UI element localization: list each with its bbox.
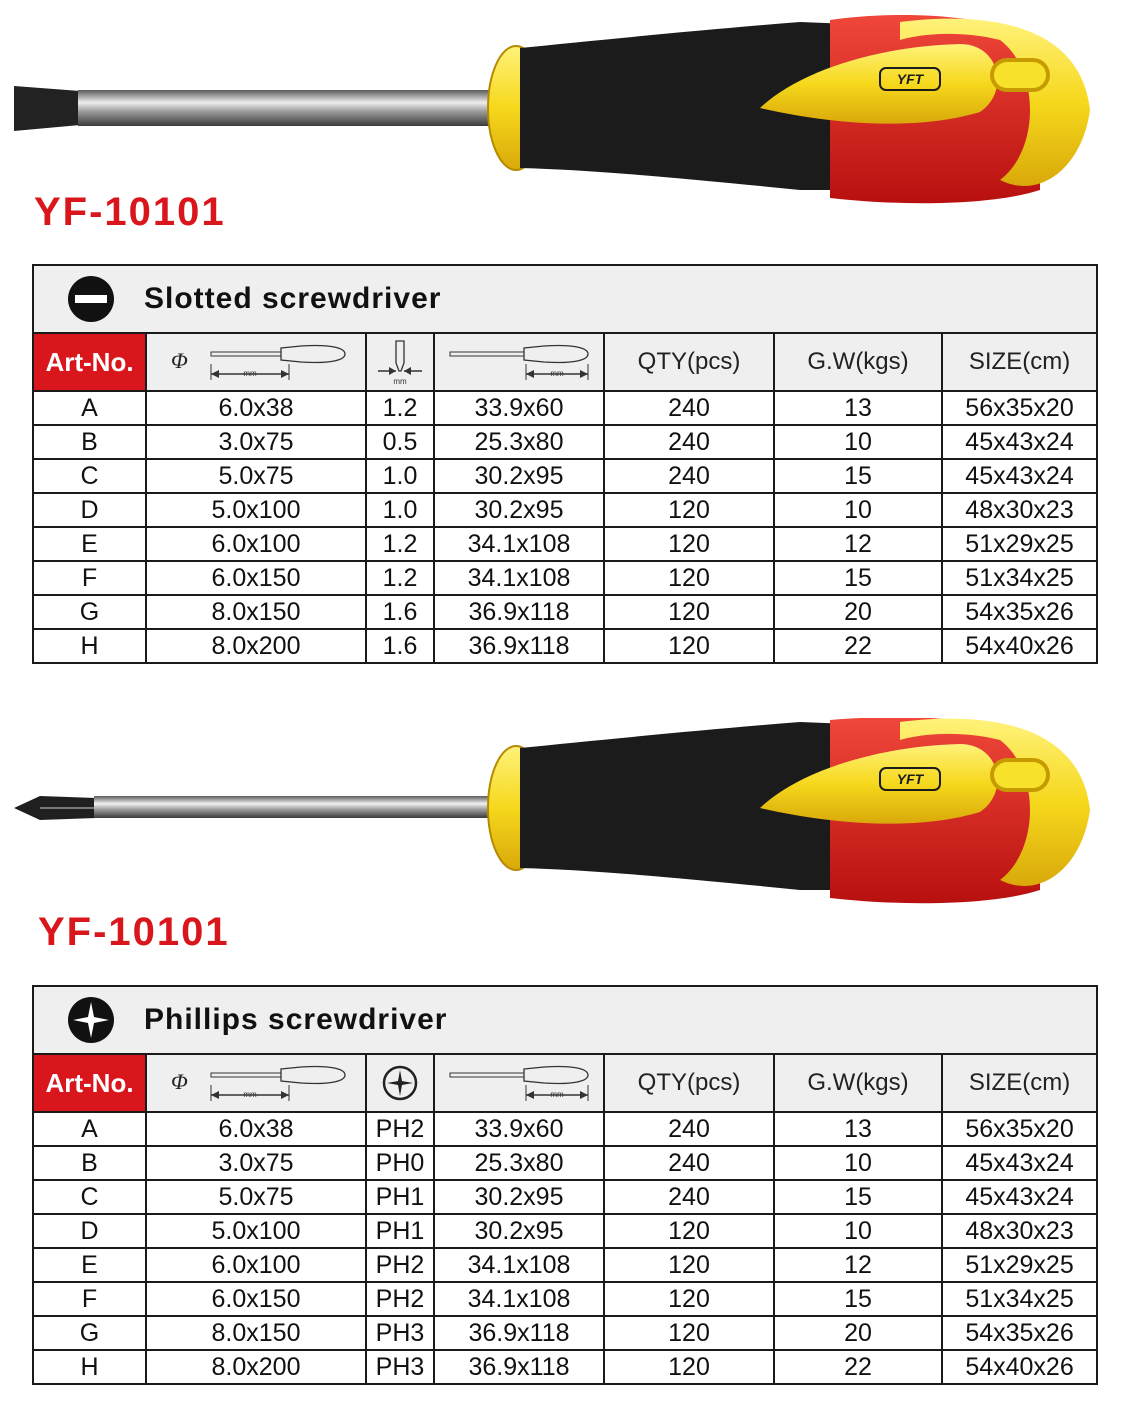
cell-tip: 1.2 [366,391,434,425]
table-row [33,1180,1097,1214]
col-gross-weight: G.W(kgs) [774,333,942,391]
table-title: Slotted screwdriver [144,282,442,315]
cell-diameter: 6.0x38 [146,1112,366,1146]
cell-tip: PH0 [366,1146,434,1180]
col-diameter-length [146,1054,366,1112]
cell-diameter: 6.0x150 [146,561,366,595]
svg-text:mm: mm [393,377,407,386]
cell-handle: 34.1x108 [434,1282,604,1316]
cell-handle: 34.1x108 [434,1248,604,1282]
col-gross-weight: G.W(kgs) [774,1054,942,1112]
cell-gw: 12 [774,1248,942,1282]
handle-size-diagram-icon [444,340,594,384]
cell-qty: 120 [604,1248,774,1282]
cell-qty: 120 [604,493,774,527]
cell-gw: 20 [774,1316,942,1350]
slotted-screwdriver-image [0,0,1131,210]
blade-thickness-diagram-icon [374,337,426,387]
slotted-tip-icon [66,274,116,324]
col-handle-size [434,333,604,391]
cell-size: 51x34x25 [942,561,1097,595]
model-number: YF-10101 [34,190,226,234]
cell-art-no: C [33,1180,146,1214]
cell-diameter: 6.0x38 [146,391,366,425]
table-row [33,561,1097,595]
cell-art-no: B [33,1146,146,1180]
col-tip-thickness [366,333,434,391]
cell-size: 45x43x24 [942,425,1097,459]
cell-size: 45x43x24 [942,459,1097,493]
shaft-diameter-diagram-icon [161,340,351,384]
cell-diameter: 8.0x150 [146,595,366,629]
cell-gw: 10 [774,493,942,527]
cell-handle: 30.2x95 [434,1180,604,1214]
cell-art-no: F [33,561,146,595]
cell-tip: 1.6 [366,595,434,629]
cell-qty: 240 [604,1112,774,1146]
svg-text:YFT: YFT [896,71,924,87]
cell-size: 54x35x26 [942,1316,1097,1350]
cell-art-no: E [33,1248,146,1282]
cell-tip: 1.2 [366,527,434,561]
cell-diameter: 5.0x100 [146,1214,366,1248]
col-art-no: Art-No. [33,333,146,391]
cell-qty: 240 [604,425,774,459]
col-handle-size [434,1054,604,1112]
cell-gw: 10 [774,1146,942,1180]
svg-text:mm: mm [550,369,564,378]
table-row [33,459,1097,493]
cell-size: 45x43x24 [942,1180,1097,1214]
cell-tip: PH2 [366,1282,434,1316]
table-row [33,1146,1097,1180]
table-title: Phillips screwdriver [144,1003,448,1036]
cell-diameter: 8.0x200 [146,629,366,663]
cell-size: 56x35x20 [942,391,1097,425]
cell-tip: PH2 [366,1248,434,1282]
cell-gw: 22 [774,629,942,663]
cell-qty: 240 [604,459,774,493]
table-row [33,595,1097,629]
cell-handle: 30.2x95 [434,459,604,493]
table-title-row [33,265,1097,333]
cell-size: 54x40x26 [942,629,1097,663]
cell-size: 48x30x23 [942,1214,1097,1248]
handle-size-diagram-icon [444,1061,594,1105]
phillips-spec-table [32,985,1098,1385]
table-row [33,1214,1097,1248]
cell-art-no: D [33,1214,146,1248]
cell-art-no: H [33,629,146,663]
cell-handle: 25.3x80 [434,1146,604,1180]
cell-gw: 15 [774,459,942,493]
phillips-tip-icon [66,995,116,1045]
table-row [33,425,1097,459]
table-row [33,1112,1097,1146]
cell-qty: 120 [604,1350,774,1384]
cell-art-no: D [33,493,146,527]
cell-art-no: C [33,459,146,493]
cell-size: 45x43x24 [942,1146,1097,1180]
cell-size: 54x35x26 [942,595,1097,629]
cell-tip: PH1 [366,1180,434,1214]
table-row [33,1248,1097,1282]
cell-size: 51x29x25 [942,1248,1097,1282]
shaft-diameter-diagram-icon [161,1061,351,1105]
cell-tip: PH1 [366,1214,434,1248]
table-row [33,1282,1097,1316]
cell-art-no: H [33,1350,146,1384]
cell-diameter: 8.0x150 [146,1316,366,1350]
phillips-screwdriver-image [0,718,1131,918]
svg-text:mm: mm [243,1090,257,1099]
cell-diameter: 8.0x200 [146,1350,366,1384]
cell-handle: 30.2x95 [434,493,604,527]
col-carton-size: SIZE(cm) [942,333,1097,391]
cell-tip: 1.0 [366,459,434,493]
col-diameter-length [146,333,366,391]
svg-text:mm: mm [243,369,257,378]
cell-diameter: 6.0x150 [146,1282,366,1316]
cell-diameter: 3.0x75 [146,1146,366,1180]
cell-tip: 1.0 [366,493,434,527]
cell-size: 51x34x25 [942,1282,1097,1316]
table-row [33,493,1097,527]
cell-gw: 13 [774,391,942,425]
cell-qty: 240 [604,391,774,425]
cell-art-no: A [33,391,146,425]
cell-gw: 15 [774,1282,942,1316]
table-row [33,1316,1097,1350]
table-header-row [33,1054,1097,1112]
cell-art-no: G [33,1316,146,1350]
table-row [33,391,1097,425]
cell-handle: 36.9x118 [434,629,604,663]
cell-gw: 10 [774,425,942,459]
col-qty: QTY(pcs) [604,333,774,391]
cell-diameter: 5.0x75 [146,1180,366,1214]
cell-qty: 120 [604,561,774,595]
cell-gw: 22 [774,1350,942,1384]
cell-gw: 15 [774,1180,942,1214]
cell-diameter: 6.0x100 [146,527,366,561]
cell-diameter: 6.0x100 [146,1248,366,1282]
table-row [33,1350,1097,1384]
cell-gw: 15 [774,561,942,595]
cell-handle: 33.9x60 [434,1112,604,1146]
cell-qty: 120 [604,629,774,663]
cell-handle: 36.9x118 [434,1316,604,1350]
cell-qty: 240 [604,1146,774,1180]
cell-handle: 25.3x80 [434,425,604,459]
slotted-spec-table [32,264,1098,664]
cell-tip: PH3 [366,1350,434,1384]
cell-art-no: A [33,1112,146,1146]
cell-gw: 20 [774,595,942,629]
cell-art-no: F [33,1282,146,1316]
col-art-no: Art-No. [33,1054,146,1112]
cell-qty: 120 [604,527,774,561]
cell-gw: 13 [774,1112,942,1146]
cell-diameter: 5.0x75 [146,459,366,493]
cell-size: 51x29x25 [942,527,1097,561]
cell-size: 48x30x23 [942,493,1097,527]
cell-gw: 12 [774,527,942,561]
cell-qty: 120 [604,1316,774,1350]
cell-handle: 36.9x118 [434,595,604,629]
table-header-row [33,333,1097,391]
cell-diameter: 3.0x75 [146,425,366,459]
cell-art-no: B [33,425,146,459]
cell-tip: PH3 [366,1316,434,1350]
cell-qty: 240 [604,1180,774,1214]
svg-text:YFT: YFT [896,771,924,787]
phillips-tip-diagram-icon [378,1061,422,1105]
cell-art-no: E [33,527,146,561]
cell-tip: 0.5 [366,425,434,459]
cell-handle: 36.9x118 [434,1350,604,1384]
cell-gw: 10 [774,1214,942,1248]
table-row [33,527,1097,561]
table-title-row [33,986,1097,1054]
svg-text:Φ: Φ [171,1069,188,1094]
cell-qty: 120 [604,1214,774,1248]
cell-tip: 1.2 [366,561,434,595]
svg-text:mm: mm [550,1090,564,1099]
cell-qty: 120 [604,595,774,629]
cell-handle: 34.1x108 [434,561,604,595]
model-number: YF-10101 [38,910,230,954]
cell-size: 54x40x26 [942,1350,1097,1384]
cell-diameter: 5.0x100 [146,493,366,527]
cell-tip: 1.6 [366,629,434,663]
svg-text:Φ: Φ [171,348,188,373]
cell-qty: 120 [604,1282,774,1316]
col-qty: QTY(pcs) [604,1054,774,1112]
cell-size: 56x35x20 [942,1112,1097,1146]
col-tip-size [366,1054,434,1112]
cell-art-no: G [33,595,146,629]
table-row [33,629,1097,663]
cell-handle: 33.9x60 [434,391,604,425]
cell-handle: 34.1x108 [434,527,604,561]
col-carton-size: SIZE(cm) [942,1054,1097,1112]
cell-handle: 30.2x95 [434,1214,604,1248]
cell-tip: PH2 [366,1112,434,1146]
